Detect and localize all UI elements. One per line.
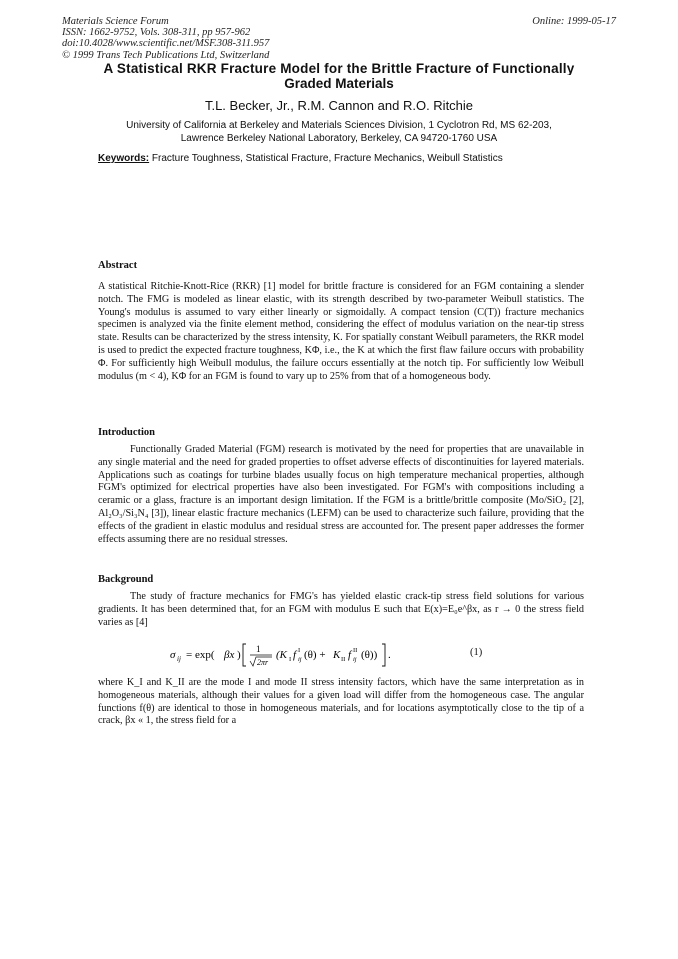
keywords-text: Fracture Toughness, Statistical Fracture, Fracture Mechanics, Weibull Statistics (151, 153, 503, 164)
svg-text:(θ) +: (θ) + (304, 649, 326, 661)
introduction-heading: Introduction (98, 427, 155, 438)
author-list: T.L. Becker, Jr., R.M. Cannon and R.O. Ritchie (204, 98, 474, 113)
svg-text:2πr: 2πr (257, 658, 269, 667)
background-text-1: The study of fracture mechanics for FMG's has yielded elastic crack-tip stress field solutions for various gradients. It has been determined that, for an FGM with modulus E such that E(x)=E₀e^βx, as r → 0 the stress field varies as [4] (98, 591, 584, 628)
svg-text:I: I (298, 647, 301, 654)
svg-text:(K: (K (276, 649, 287, 661)
svg-text:= exp(: = exp( (186, 649, 215, 661)
background-text-2: where K_I and K_II are the mode I and mode II stress intensity factors, which have the same interpretation as in homogeneous materials, although their values for a given load will differ from the homogeneous case. The angular functions f(θ) are identical to those in homogeneous materials, and for locations asymptotically close to the tip of a crack, βx « 1, the stress field for a (98, 677, 584, 727)
svg-text:II: II (353, 647, 358, 654)
affiliation (0, 120, 678, 145)
online-date: Online: 1999-05-17 (532, 16, 616, 27)
svg-text:f: f (348, 649, 352, 661)
background-heading: Background (98, 574, 154, 585)
introduction-text: Functionally Graded Material (FGM) research is motivated by the need for properties that are unavailable in any single material and the need for graded properties to offset adverse effects of discontinuities for layered materials. Applications such as coatings for turbine blades usually focus on high temperature mechanical properties, although FGM's optimized for electrical properties have also been investigated. For FGM's with compositions including a ceramic or a glass, fracture is an important design limitation. If the FGM is a brittle/brittle composite (Mo/SiO₂ [2], Al₂O₃/Si₃N₄ [3]), linear elastic fracture mechanics (LEFM) can be used to characterize such failure, providing that the effects of the gradient in elastic modulus and residual stress are accounted for. The present paper addresses the former effects assuming there are no residual stresses. (98, 444, 584, 545)
svg-text:I: I (289, 656, 292, 663)
svg-text:ij: ij (177, 655, 181, 663)
abstract-text: A statistical Ritchie-Knott-Rice (RKR) [1] model for brittle fracture is considered for an FGM containing a slender notch. The FMG is modeled as linear elastic, with its strength described by two-parameter Weibull statistics. The Young's modulus is assumed to vary either linearly or sigmoidally. A compact tension (C(T)) fracture mechanics specimen is analyzed via the finite element method, considering the effect of modulus variation on the near-tip stress state. Results can be characterized by the stress intensity, K. For spatially constant Weibull parameters, the RKR model is used to predict the expected fracture toughness, KΦ, i.e., the K at which the first flaw failure occurs with probability Φ. For sufficiently high Weibull modulus, the failure occurs essentially at the notch tip. For sufficiently low Weibull modulus (m < 4), KΦ for an FGM is found to vary up to 25% from that of a homogeneous body. (98, 281, 584, 382)
svg-text:ij: ij (353, 656, 357, 663)
stress-field-equation (170, 642, 590, 668)
title-line1-clip (0, 57, 678, 75)
svg-text:1: 1 (256, 644, 261, 654)
issn-line: ISSN: 1662-9752, Vols. 308-311, pp 957-962 (62, 27, 251, 39)
svg-text:): ) (237, 649, 241, 661)
svg-text:σ: σ (170, 649, 176, 661)
keywords-label: Keywords: (98, 153, 150, 164)
svg-text:II: II (341, 656, 346, 663)
svg-text:.: . (388, 649, 391, 661)
svg-text:(θ)): (θ)) (361, 649, 378, 661)
paper-title-line2: Graded Materials (284, 76, 394, 91)
journal-name: Materials Science Forum (62, 16, 169, 27)
affiliation-line2: Lawrence Berkeley National Laboratory, Berkeley, CA 94720-1760 USA (180, 132, 498, 144)
abstract-heading: Abstract (98, 260, 138, 271)
affiliation-line1: University of California at Berkeley and Materials Sciences Division, 1 Cyclotron Rd, MS 62-203, (126, 120, 552, 131)
svg-text:f: f (293, 649, 297, 661)
svg-text:ij: ij (298, 656, 302, 663)
journal-header (62, 16, 269, 61)
copyright-line: © 1999 Trans Tech Publications Ltd, Switzerland (62, 49, 270, 61)
paper-title-line1: A Statistical RKR Fracture Model for the Brittle Fracture of Functionally (103, 61, 575, 75)
doi-line: doi:10.4028/www.scientific.net/MSF.308-311.957 (62, 38, 270, 50)
keywords (98, 153, 503, 164)
svg-text:K: K (333, 649, 341, 661)
svg-text:βx: βx (224, 649, 235, 661)
equation-number: (1) (470, 647, 483, 658)
